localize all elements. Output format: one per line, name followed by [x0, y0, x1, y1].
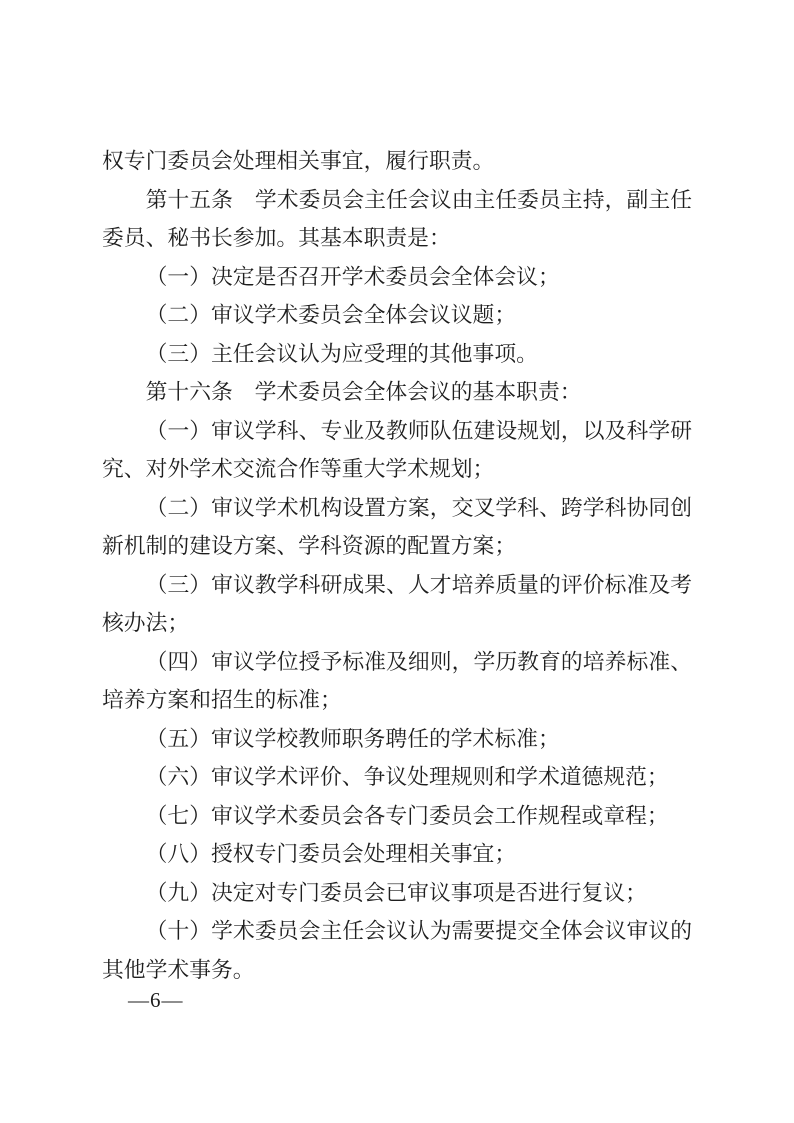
- paragraph: （八）授权专门委员会处理相关事宜；: [145, 842, 517, 866]
- paragraph: （二）审议学术机构设置方案，交叉学科、跨学科协同创新机制的建设方案、学科资源的配置方案；: [102, 495, 692, 558]
- paragraph: （六）审议学术评价、争议处理规则和学术道德规范；: [145, 765, 669, 789]
- paragraph: （四）审议学位授予标准及细则，学历教育的培养标准、培养方案和招生的标准；: [102, 649, 692, 712]
- paragraph: 权专门委员会处理相关事宜，履行职责。: [102, 149, 495, 173]
- paragraph: （一）审议学科、专业及教师队伍建设规划，以及科学研究、对外学术交流合作等重大学术规划；: [102, 418, 692, 481]
- paragraph: 第十五条 学术委员会主任会议由主任委员主持，副主任委员、秘书长参加。其基本职责是：: [102, 187, 692, 250]
- paragraph: （九）决定对专门委员会已审议事项是否进行复议；: [145, 880, 647, 905]
- paragraph: 第十六条 学术委员会全体会议的基本职责：: [145, 380, 582, 404]
- page-number: —6—: [128, 988, 184, 1012]
- document-body: [102, 142, 692, 989]
- paragraph: （一）决定是否召开学术委员会全体会议；: [145, 264, 560, 289]
- paragraph: （二）审议学术委员会全体会议议题；: [145, 303, 517, 327]
- paragraph: （五）审议学校教师职务聘任的学术标准；: [145, 726, 560, 751]
- paragraph: （七）审议学术委员会各专门委员会工作规程或章程；: [145, 803, 669, 828]
- paragraph: （三）审议教学科研成果、人才培养质量的评价标准及考核办法；: [102, 572, 692, 635]
- paragraph: （十）学术委员会主任会议认为需要提交全体会议审议的其他学术事务。: [102, 919, 692, 982]
- paragraph: （三）主任会议认为应受理的其他事项。: [145, 341, 538, 366]
